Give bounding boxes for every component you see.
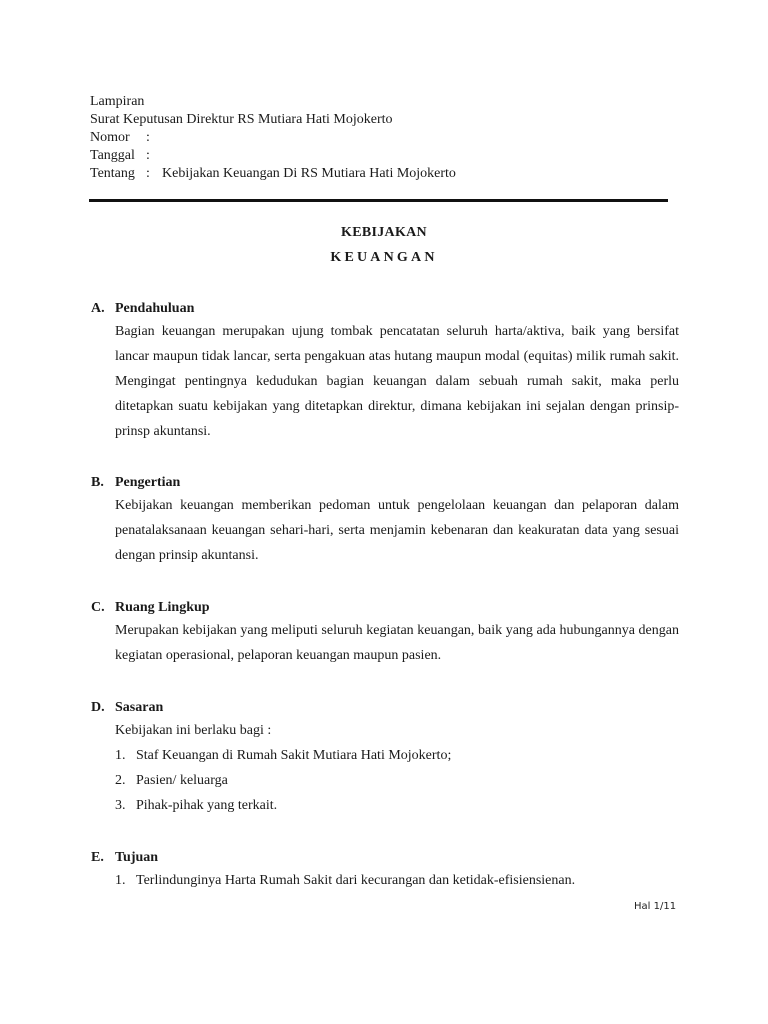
section-pendahuluan (91, 299, 679, 444)
section-heading (91, 299, 679, 319)
section-ruang-lingkup (91, 598, 679, 668)
section-title: Sasaran (115, 700, 164, 715)
section-sasaran (91, 698, 679, 818)
tentang-value: Kebijakan Keuangan Di RS Mutiara Hati Mojokerto (162, 166, 456, 181)
section-letter: B. (91, 475, 104, 490)
list-text: Staf Keuangan di Rumah Sakit Mutiara Hati Mojokerto; (136, 748, 452, 763)
header-row-tanggal (90, 147, 456, 165)
list-item (115, 743, 679, 768)
section-heading (91, 698, 679, 718)
header-divider (89, 199, 668, 202)
section-letter: D. (91, 700, 105, 715)
list-number: 1. (115, 748, 126, 763)
list-text: Pihak-pihak yang terkait. (136, 798, 278, 813)
section-title: Pendahuluan (115, 301, 195, 316)
header-row-nomor (90, 129, 456, 147)
section-tujuan (91, 848, 679, 893)
section-pengertian (91, 473, 679, 568)
document-title-line2: KEUANGAN (330, 250, 438, 265)
list-item (115, 768, 679, 793)
section-heading (91, 598, 679, 618)
list-item (115, 868, 679, 893)
section-intro: Kebijakan ini berlaku bagi : (115, 723, 272, 738)
objective-list (115, 868, 679, 893)
attachment-header (90, 93, 456, 183)
section-body: Kebijakan keuangan memberikan pedoman untuk pengelolaan keuangan dan pelaporan dalam penatalaksanaan keuangan sehari-hari, serta menjamin kebenaran dan keakuratan data yang sesuai dengan prinsip akuntansi. (115, 498, 679, 563)
section-letter: E. (91, 850, 104, 865)
tentang-colon: : (146, 166, 150, 181)
section-body: Merupakan kebijakan yang meliputi seluruh kegiatan keuangan, baik yang ada hubungannya dengan kegiatan operasional, pelaporan keuangan maupun pasien. (115, 623, 679, 663)
list-number: 1. (115, 873, 126, 888)
list-text: Pasien/ keluarga (136, 773, 228, 788)
header-line-decree: Surat Keputusan Direktur RS Mutiara Hati Mojokerto (90, 112, 393, 127)
list-item (115, 793, 679, 818)
section-title: Ruang Lingkup (115, 600, 210, 615)
nomor-label: Nomor (90, 130, 130, 145)
list-text: Terlindunginya Harta Rumah Sakit dari kecurangan dan ketidak-efisiensienan. (136, 873, 576, 888)
section-heading (91, 848, 679, 868)
tentang-label: Tentang (90, 166, 135, 181)
section-letter: A. (91, 301, 105, 316)
header-row-tentang (90, 165, 456, 183)
list-number: 3. (115, 798, 126, 813)
section-title: Pengertian (115, 475, 181, 490)
document-title-line1: KEBIJAKAN (341, 225, 427, 240)
list-number: 2. (115, 773, 126, 788)
tanggal-label: Tanggal (90, 148, 135, 163)
section-heading (91, 473, 679, 493)
target-list (115, 743, 679, 818)
header-line-attachment: Lampiran (90, 94, 145, 109)
section-letter: C. (91, 600, 105, 615)
page-number: Hal 1/11 (634, 901, 677, 912)
nomor-colon: : (146, 130, 150, 145)
section-body: Bagian keuangan merupakan ujung tombak pencatatan seluruh harta/aktiva, baik yang bersifat lancar maupun tidak lancar, serta pengakuan atas hutang maupun modal (equitas) milik rumah sakit. Mengingat pentingnya kedudukan bagian keuangan dalam sebuah rumah sakit, maka perlu ditetapkan suatu kebijakan yang ditetapkan direktur, dimana kebijakan ini sejalan dengan prinsip-prinsp akuntansi. (115, 324, 679, 439)
tanggal-colon: : (146, 148, 150, 163)
section-title: Tujuan (115, 850, 159, 865)
